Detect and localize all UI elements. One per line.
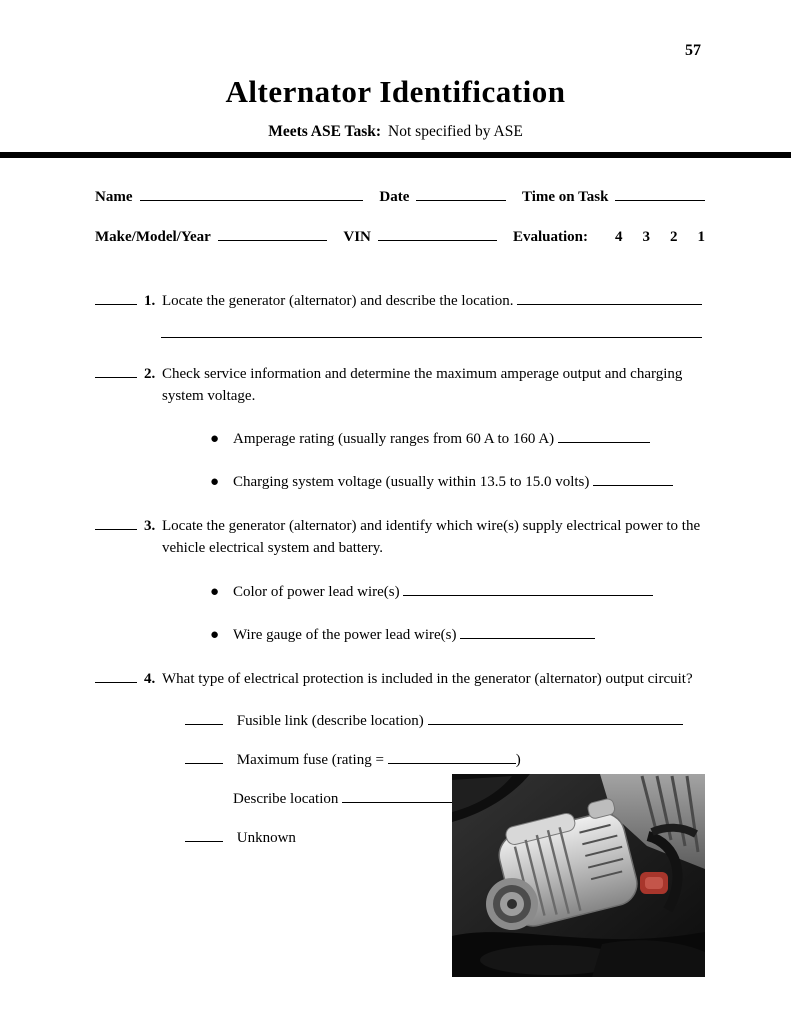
make-model-year-label: Make/Model/Year <box>95 229 211 245</box>
time-on-task-label: Time on Task <box>521 189 609 205</box>
unknown-label: Unknown <box>236 829 296 846</box>
task-1-number: 1. <box>144 293 156 309</box>
fusible-link-label: Fusible link (describe location) <box>236 712 424 729</box>
unknown-check-blank <box>185 827 223 842</box>
charging-voltage-blank <box>593 471 673 486</box>
describe-location-label: Describe location <box>233 790 339 807</box>
task-1-text-wrap <box>162 290 705 313</box>
task-2-bullet-amperage <box>210 428 705 450</box>
bullet-icon: ● <box>210 431 220 448</box>
ase-task-value: Not specified by ASE <box>388 123 523 140</box>
task-item-3 <box>95 515 705 560</box>
task-2-score-blank <box>95 363 137 378</box>
bullet-text-wrap <box>233 581 653 603</box>
alternator-photo <box>452 774 705 977</box>
worksheet-content <box>0 186 791 847</box>
task-1-score-blank <box>95 290 137 305</box>
task-1-answer-blank <box>517 290 702 305</box>
divider-rule <box>0 152 791 158</box>
task-4-number: 4. <box>144 670 156 687</box>
task-2-bullet-voltage <box>210 471 705 493</box>
task-3-number: 3. <box>144 518 156 535</box>
wire-gauge-text: Wire gauge of the power lead wire(s) <box>233 626 457 643</box>
task-2-text: Check service information and determine the maximum amperage output and charging system voltage. <box>162 365 683 404</box>
task-1-continuation-blank <box>161 323 702 338</box>
bullet-icon: ● <box>210 626 220 643</box>
task-4-score-blank <box>95 668 137 683</box>
maximum-fuse-rating-blank <box>388 749 516 764</box>
charging-voltage-text: Charging system voltage (usually within 13.5 to 15.0 volts) <box>233 474 590 491</box>
bullet-text-wrap <box>233 471 673 493</box>
evaluation-score-4: 4 <box>615 229 623 245</box>
task-3-bullet-color <box>210 581 705 603</box>
bullet-text-wrap <box>233 428 650 450</box>
task-1-continuation-row <box>95 323 705 343</box>
maximum-fuse-label-before: Maximum fuse (rating = <box>236 751 384 768</box>
header-form-row-2 <box>95 226 705 246</box>
option-maximum-fuse <box>185 749 705 769</box>
wire-color-blank <box>403 581 653 596</box>
evaluation-label: Evaluation: <box>512 229 588 245</box>
date-blank-line <box>416 186 506 201</box>
maximum-fuse-label-after: ) <box>515 751 521 768</box>
page-title: Alternator Identification <box>225 74 566 109</box>
fusible-link-answer-blank <box>428 710 683 725</box>
amperage-rating-blank <box>558 428 650 443</box>
bullet-text-wrap <box>233 624 595 646</box>
make-model-year-blank-line <box>218 226 328 241</box>
evaluation-score-2: 2 <box>670 229 678 245</box>
wire-color-text: Color of power lead wire(s) <box>233 583 400 600</box>
vin-label: VIN <box>343 229 371 245</box>
option-fusible-link <box>185 710 705 730</box>
evaluation-score-1: 1 <box>697 229 705 245</box>
name-blank-line <box>140 186 364 201</box>
ase-task-line <box>0 123 791 141</box>
name-label: Name <box>95 189 133 205</box>
bullet-icon: ● <box>210 474 220 491</box>
vin-blank-line <box>378 226 497 241</box>
task-3-text: Locate the generator (alternator) and identify which wire(s) supply electrical power to the vehicle electrical system and battery. <box>162 518 701 556</box>
bullet-icon: ● <box>210 583 220 600</box>
task-item-1 <box>95 290 705 313</box>
ase-task-label: Meets ASE Task: <box>268 123 382 140</box>
page-number: 57 <box>685 42 701 59</box>
maximum-fuse-check-blank <box>185 749 223 764</box>
date-label: Date <box>379 189 410 205</box>
task-2-number: 2. <box>144 365 156 382</box>
time-on-task-blank-line <box>615 186 705 201</box>
wire-gauge-blank <box>460 624 595 639</box>
task-item-2 <box>95 363 705 408</box>
task-3-bullet-gauge <box>210 624 705 646</box>
header-form-row-1 <box>95 186 705 206</box>
evaluation-score-3: 3 <box>642 229 650 245</box>
task-item-4 <box>95 668 705 691</box>
fusible-link-check-blank <box>185 710 223 725</box>
task-3-score-blank <box>95 515 137 530</box>
amperage-rating-text: Amperage rating (usually ranges from 60 A to 160 A) <box>233 431 555 448</box>
task-1-text: Locate the generator (alternator) and describe the location. <box>162 293 514 309</box>
task-4-text: What type of electrical protection is included in the generator (alternator) output circuit? <box>162 670 693 687</box>
